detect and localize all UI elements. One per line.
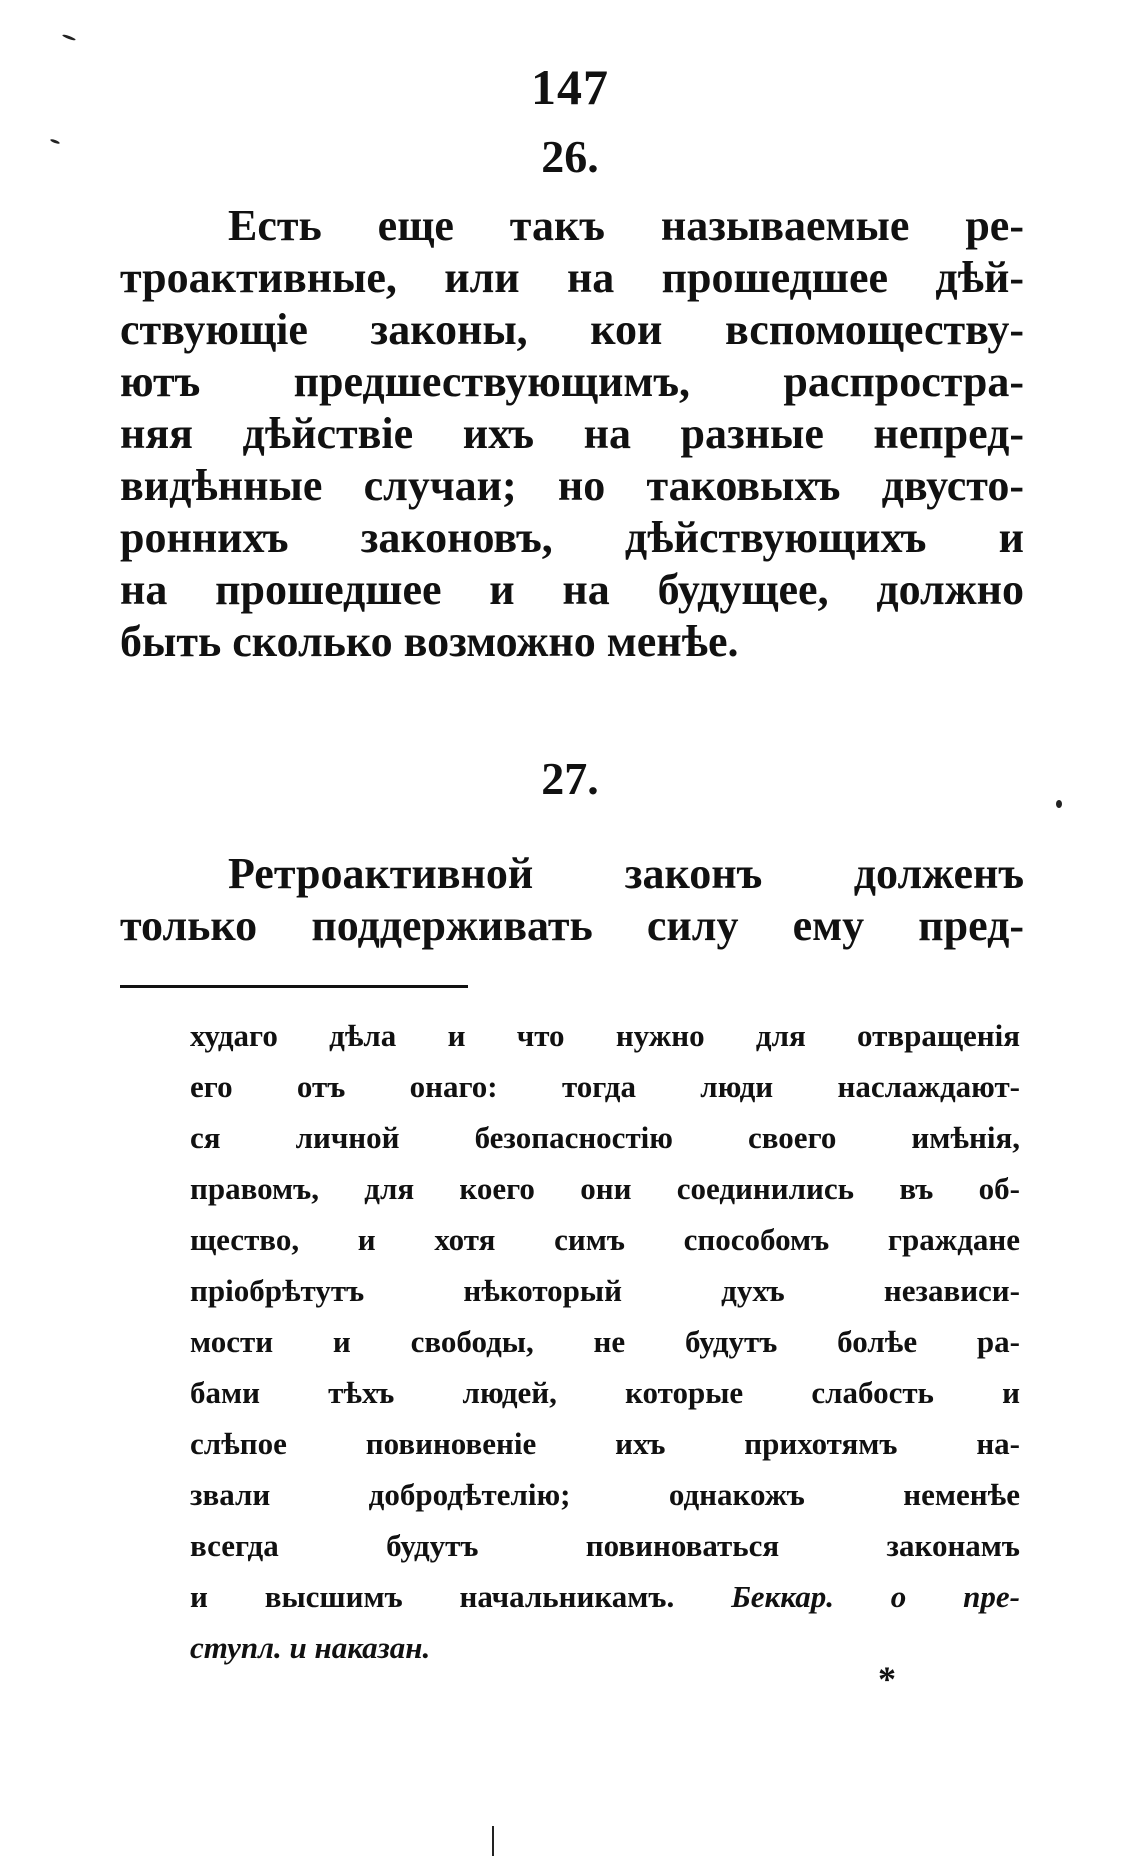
section-27-text	[120, 848, 1024, 952]
scan-speck	[1056, 800, 1062, 808]
text-line: роннихъ законовъ, дѣйствующихъ и	[120, 513, 1024, 562]
text-line: видѣнные случаи; но таковыхъ двусто-	[120, 461, 1024, 510]
footnote-line: щество, и хотя симъ способомъ граждане	[190, 1222, 1020, 1257]
footnote-line: худаго дѣла и что нужно для отвращенія	[190, 1018, 1020, 1053]
footnote-line-with-citation	[190, 1571, 1020, 1622]
footnote-line: его отъ онаго: тогда люди наслаждают-	[190, 1069, 1020, 1104]
scan-speck	[62, 34, 76, 42]
text-line: только поддерживать силу ему пред-	[120, 901, 1024, 950]
text-line: Ретроактивной законъ долженъ	[228, 849, 1024, 898]
citation-part-1: Беккар. о пре-	[731, 1579, 1020, 1614]
text-line: ютъ предшествующимъ, распростра-	[120, 357, 1024, 406]
text-line: няя дѣйствіе ихъ на разные непред-	[120, 409, 1024, 458]
section-26-text	[120, 200, 1024, 668]
text-line: Есть еще такъ называемые ре-	[228, 201, 1024, 250]
footnote-line: пріобрѣтутъ нѣкоторый духъ независи-	[190, 1273, 1020, 1308]
footnote-separator-rule	[120, 985, 468, 988]
footnote-line: ся личной безопасностію своего имѣнія,	[190, 1120, 1020, 1155]
footnote-line: звали добродѣтелію; однакожъ неменѣе	[190, 1477, 1020, 1512]
text-line: на прошедшее и на будущее, должно	[120, 565, 1024, 614]
section-number-26: 26.	[541, 131, 599, 182]
section-number-27: 27.	[541, 753, 599, 804]
page-number: 147	[531, 59, 609, 115]
text-line: ствующіе законы, кои вспомоществу-	[120, 305, 1024, 354]
text-line: троактивные, или на прошедшее дѣй-	[120, 253, 1024, 302]
text-line: быть сколько возможно менѣе.	[120, 617, 739, 666]
citation-part-2: ступл. и наказан.	[190, 1630, 431, 1665]
footnote-line: правомъ, для коего они соединились въ об-	[190, 1171, 1020, 1206]
scan-mark	[492, 1826, 494, 1856]
footnote-line: всегда будутъ повиноваться законамъ	[190, 1528, 1020, 1563]
footnote-line: мости и свободы, не будутъ болѣе ра-	[190, 1324, 1020, 1359]
footnote-line: и высшимъ начальникамъ.	[190, 1579, 675, 1614]
catchword-asterisk: *	[878, 1659, 896, 1699]
footnote	[190, 1010, 1020, 1673]
footnote-line: бами тѣхъ людей, которые слабость и	[190, 1375, 1020, 1410]
footnote-line: слѣпое повиновеніе ихъ прихотямъ на-	[190, 1426, 1020, 1461]
